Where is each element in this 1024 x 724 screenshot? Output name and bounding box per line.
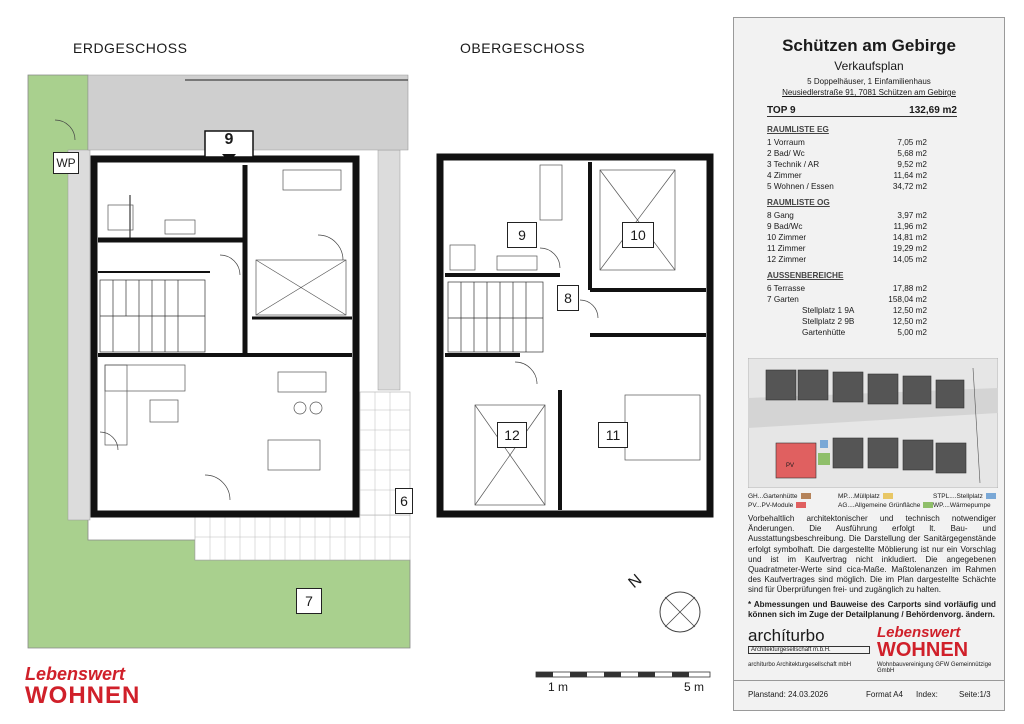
planstand: Planstand: 24.03.2026 — [748, 690, 829, 699]
room-list-og — [767, 197, 957, 265]
outdoor-list — [767, 270, 957, 338]
mp-swatch — [883, 493, 893, 499]
room-list-eg-heading: RAUMLISTE EG — [767, 125, 829, 134]
legend-wp: WP....Wärmepumpe — [933, 502, 991, 509]
north-label: N — [625, 571, 646, 592]
top-header — [767, 105, 957, 117]
terrace-number: 6 — [395, 488, 413, 514]
page-number: Seite:1/3 — [959, 690, 991, 699]
architurbo-logo — [748, 626, 870, 654]
lebenswert-logo-top: Lebenswert — [877, 624, 961, 641]
outdoor-list-heading: AUSSENBEREICHE — [767, 271, 844, 280]
list-item: 9 Bad/Wc 11,96 m2 — [767, 222, 927, 231]
legend-middle — [838, 492, 933, 510]
legend-gh: GH...Gartenhütte — [748, 493, 798, 500]
brand-logo-top: Lebenswert — [25, 664, 126, 684]
plan-subtitle: Verkaufsplan — [834, 59, 904, 73]
wp-label: WP — [53, 152, 79, 174]
scale-label-right: 5 m — [684, 680, 705, 694]
gravel-strip-left — [68, 150, 90, 520]
gh-swatch — [801, 493, 811, 499]
unit-marker: 9 — [224, 131, 234, 148]
room-9: 9 — [507, 222, 537, 248]
index: Index: — [916, 690, 938, 699]
architurbo-sub: Architekturgesellschaft m.b.H. — [748, 646, 870, 654]
room-list-eg — [767, 124, 957, 192]
room-10: 10 — [622, 222, 654, 248]
stpl-swatch — [986, 493, 996, 499]
lebenswert-logo — [877, 624, 995, 660]
garden-number: 7 — [296, 588, 322, 614]
site-pv-label: PV — [786, 463, 795, 469]
legend-ag: AG....Allgemeine Grünfläche — [838, 502, 921, 509]
list-item: Gartenhütte 5,00 m2 — [802, 328, 927, 337]
legend-mp: MP....Müllplatz — [838, 493, 880, 500]
list-item: 5 Wohnen / Essen 34,72 m2 — [767, 182, 927, 191]
disclaimer-text: Vorbehaltlich architektonischer und technisch notwendiger Änderungen. Die Ausführung erfolgt lt. Bau- und Ausstattungsbeschreibung. Die Darstellung der Sanitärgegenstände erfolgt symbolhaft. Die dargestellte Möblierung ist nur ein Vorschlag und ist im Kaufvertrag nicht inkludiert. Die angegebenen Quadratmeter-Werte sind cica-Maße. Maßtolenanzen im Rahmen des Kaufvertrages sind möglich. Die im Plan dargestellte Schächte sind für Überprüfungen frei- und zugänglich zu halten. — [748, 514, 996, 595]
carport-note: * Abmessungen und Bauweise des Carports sind vorläufig und können sich im Zuge der Detailplanung / Behördenvorg. ändern. — [748, 600, 996, 620]
ag-swatch — [923, 502, 933, 508]
list-item: 3 Technik / AR 9,52 m2 — [767, 160, 927, 169]
room-12: 12 — [497, 422, 527, 448]
brand-logo-bottom: WOHNEN — [25, 682, 141, 709]
project-address: Neusiedlerstraße 91, 7081 Schützen am Gebirge — [782, 88, 956, 97]
info-panel — [733, 17, 1005, 711]
architurbo-name: archíturbo — [748, 626, 825, 645]
lebenswert-logo-bottom: WOHNEN — [877, 639, 969, 661]
wohnbau-name: Wohnbauvereinigung GFW Gemeinnützige GmbH — [877, 662, 992, 674]
ground-floor-title: ERDGESCHOSS — [73, 40, 188, 56]
list-item: 2 Bad/ Wc 5,68 m2 — [767, 149, 927, 158]
list-item: 1 Vorraum 7,05 m2 — [767, 138, 927, 147]
upper-floor-walls — [440, 157, 710, 514]
list-item: 4 Zimmer 11,64 m2 — [767, 171, 927, 180]
pv-swatch — [796, 502, 806, 508]
architurbo-fullname: archíturbo Architekturgesellschaft mbH — [748, 662, 852, 668]
list-item: 7 Garten 158,04 m2 — [767, 295, 927, 304]
list-item: 8 Gang 3,97 m2 — [767, 211, 927, 220]
list-item: 11 Zimmer 19,29 m2 — [767, 244, 927, 253]
project-title: Schützen am Gebirge — [782, 36, 956, 55]
legend-right — [933, 492, 996, 510]
legend-left — [748, 492, 811, 510]
room-11: 11 — [598, 422, 628, 448]
upper-floor-title: OBERGESCHOSS — [460, 40, 586, 56]
list-item: Stellplatz 1 9A 12,50 m2 — [802, 306, 927, 315]
list-item: Stellplatz 2 9B 12,50 m2 — [802, 317, 927, 326]
legend-pv: PV...PV-Module — [748, 502, 794, 509]
top-area: 132,69 m2 — [909, 105, 957, 116]
format: Format A4 — [866, 690, 903, 699]
top-label: TOP 9 — [767, 105, 796, 116]
list-item: 6 Terrasse 17,88 m2 — [767, 284, 927, 293]
list-item: 12 Zimmer 14,05 m2 — [767, 255, 927, 264]
project-description: 5 Doppelhäuser, 1 Einfamilienhaus — [807, 77, 931, 86]
scale-bar — [536, 672, 710, 677]
scale-label-left: 1 m — [548, 680, 569, 694]
list-item: 10 Zimmer 14,81 m2 — [767, 233, 927, 242]
room-8: 8 — [557, 285, 579, 311]
gravel-strip-right — [378, 150, 400, 390]
legend-stpl: STPL....Stellplatz — [933, 493, 983, 500]
brand-logo — [25, 664, 155, 707]
room-list-og-heading: RAUMLISTE OG — [767, 198, 830, 207]
